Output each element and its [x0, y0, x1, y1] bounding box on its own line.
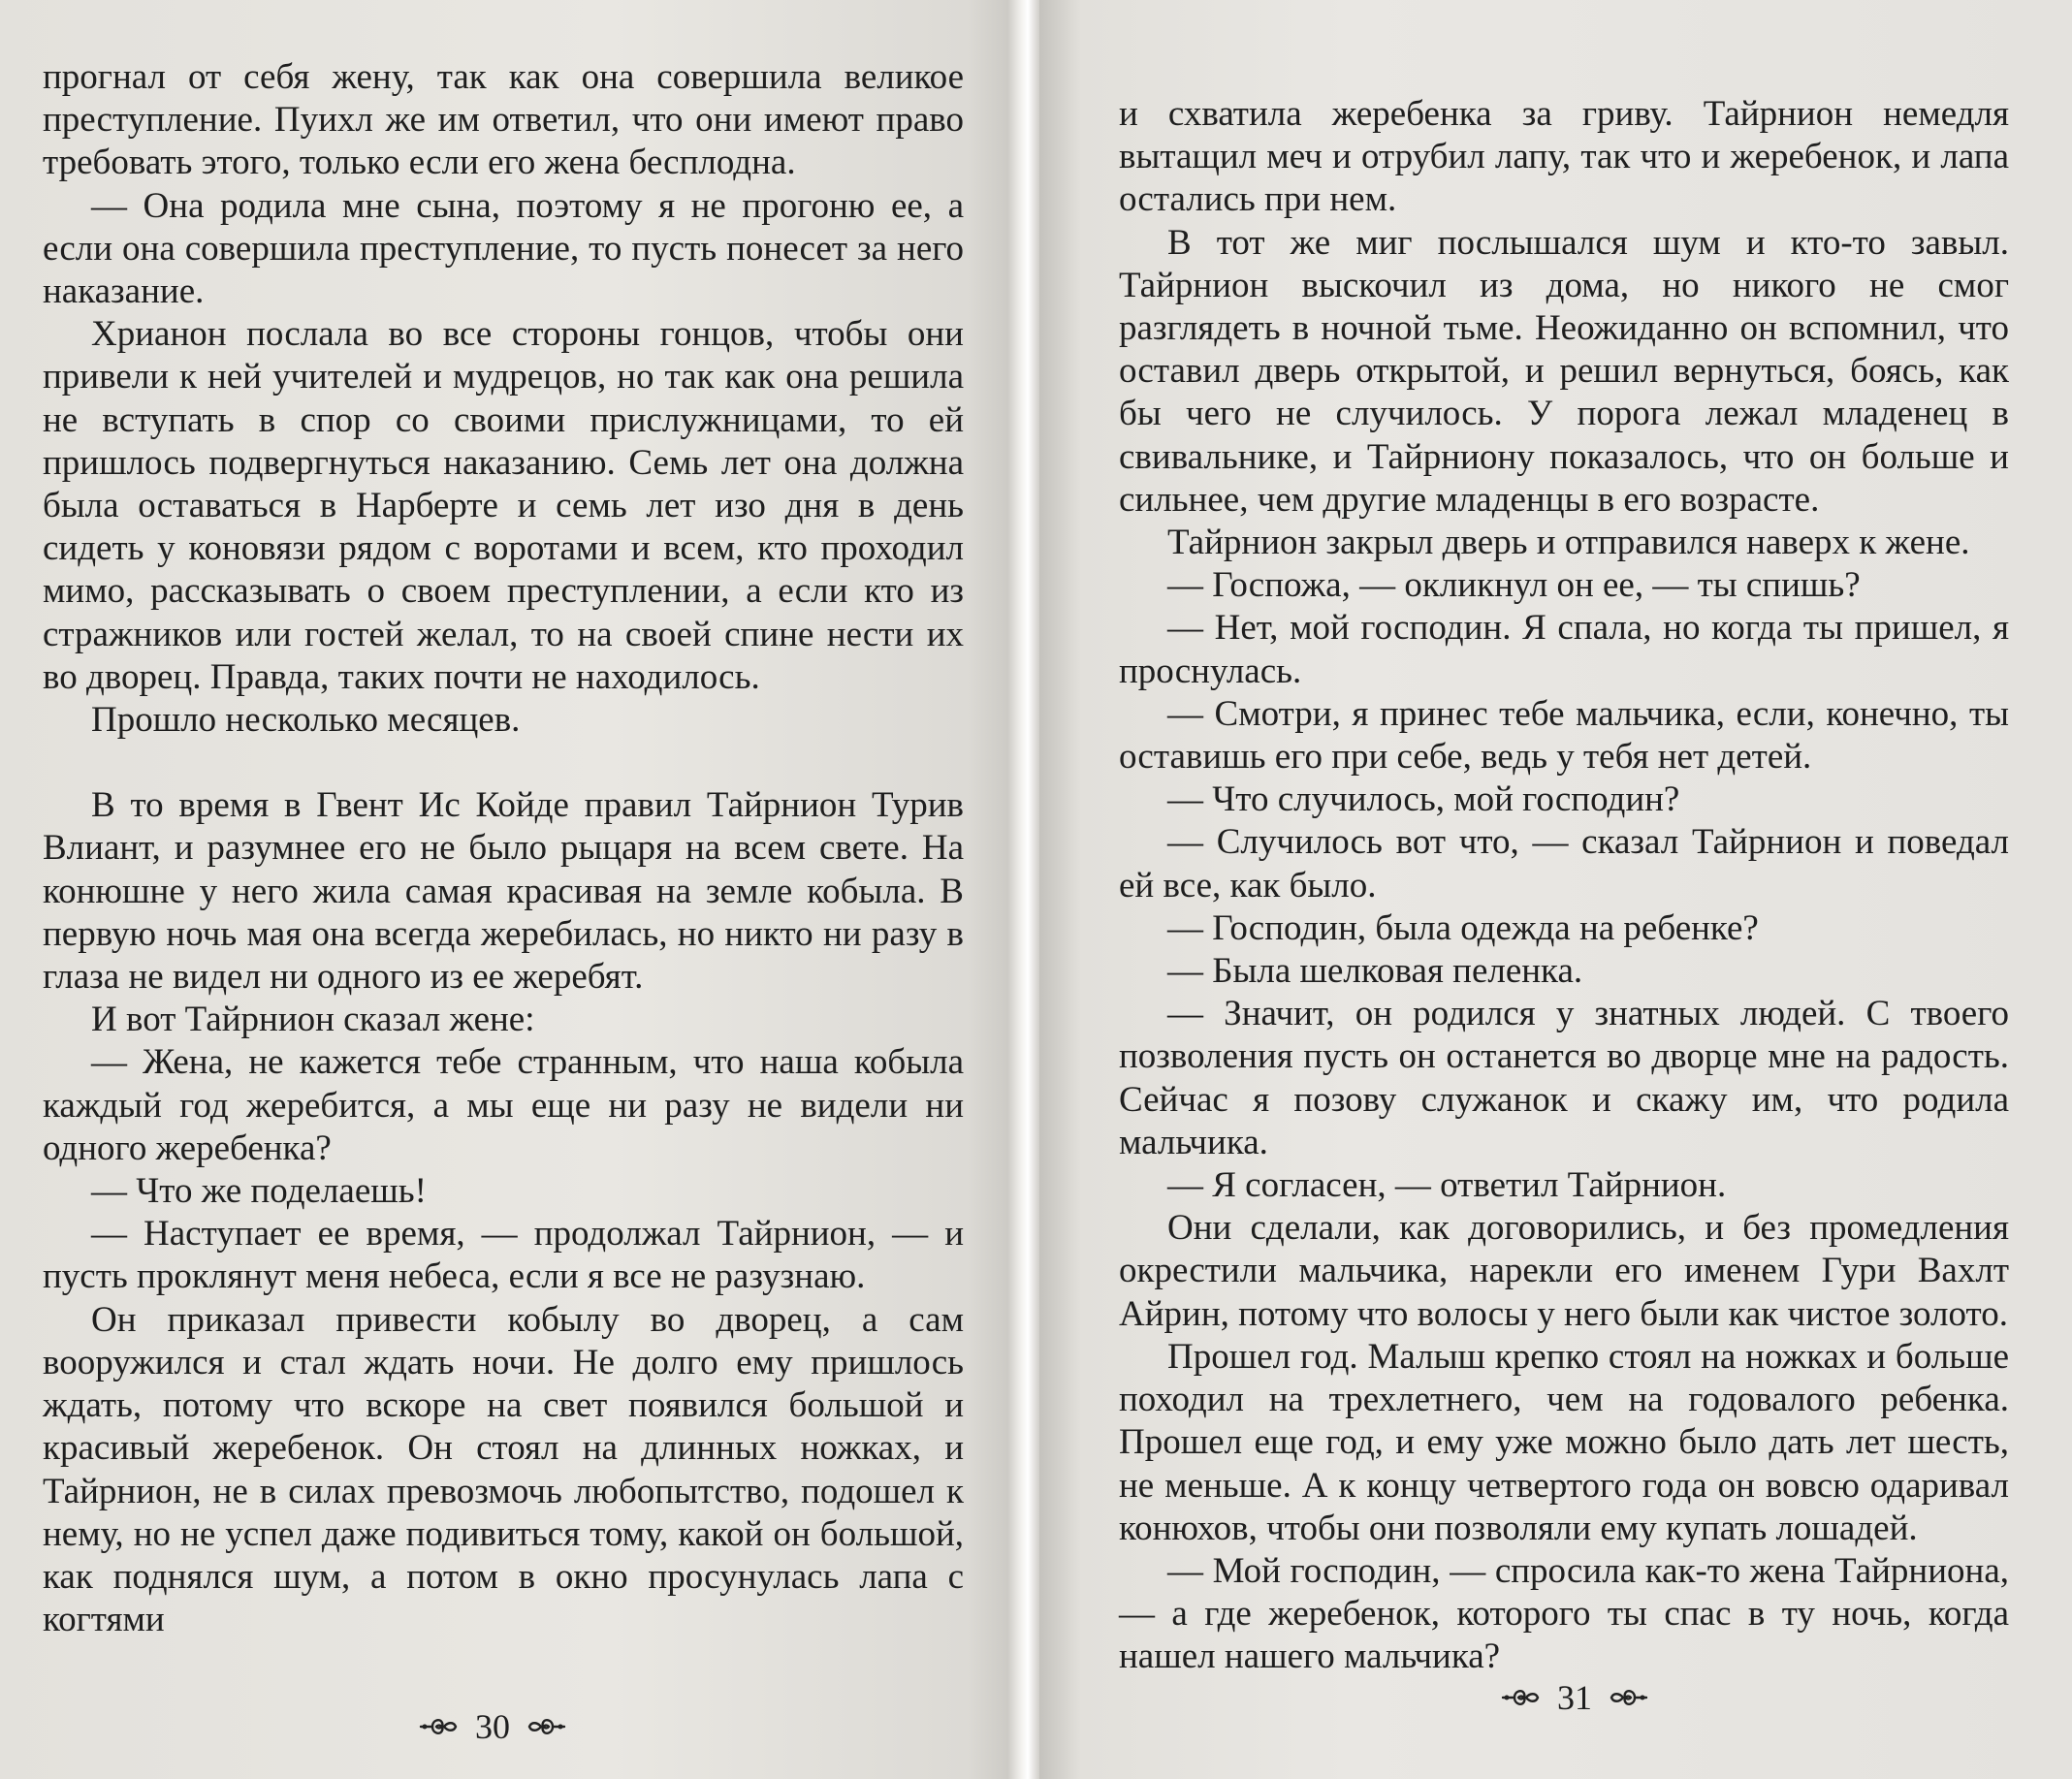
fleuron-icon: [1610, 1683, 1648, 1712]
paragraph: — Нет, мой господин. Я спала, но когда ты пришел, я проснулась.: [1119, 608, 2009, 691]
right-page: [1039, 0, 2072, 1779]
paragraph: — Наступает ее время, — продолжал Тайрнион, — и пусть проклянут меня небеса, если я все не разузнаю.: [43, 1214, 964, 1297]
paragraph: — Госпожа, — окликнул он ее, — ты спишь?: [1167, 565, 1861, 606]
paragraph: — Я согласен, — ответил Тайрнион.: [1167, 1165, 1727, 1206]
paragraph: — Случилось вот что, — сказал Тайрнион и поведал ей все, как было.: [1119, 822, 2009, 905]
fleuron-icon: [1501, 1683, 1540, 1712]
paragraph: Они сделали, как договорились, и без промедления окрестили мальчика, нарекли его именем Гури Вахлт Айрин, потому что волосы у него были как чистое золото.: [1119, 1208, 2009, 1334]
left-page-text: [43, 56, 964, 1641]
paragraph: Он приказал привести кобылу во дворец, а сам вооружился и стал ждать ночи. Не долго ему пришлось ждать, потому что вскоре на свет появился большой и красивый жеребенок. Он стоял на длинных ножках, и Тайрнион, не в силах превозмочь любопытство, подошел к нему, но не успел даже подивиться тому, какой он большой, как поднялся шум, а потом в окно просунулась лапа с когтями: [43, 1299, 964, 1640]
page-number: 30: [475, 1707, 510, 1746]
fleuron-icon: [419, 1712, 458, 1741]
right-page-text: [1119, 93, 2009, 1679]
paragraph: — Значит, он родился у знатных людей. С твоего позволения пусть он останется во дворце мне на радость. Сейчас я позову служанок и скажу им, что родила мальчика.: [1119, 994, 2009, 1162]
paragraph: — Что же поделаешь!: [91, 1171, 427, 1212]
paragraph: Тайрнион закрыл дверь и отправился наверх к жене.: [1167, 523, 1970, 563]
paragraph: В тот же миг послышался шум и кто-то завыл. Тайрнион выскочил из дома, но никого не смог разглядеть в ночной тьме. Неожиданно он вспомнил, что оставил дверь открытой, и решил вернуться, боясь, как бы чего не случилось. У порога лежал младенец в свивальнике, и Тайрниону показалось, что он больше и сильнее, чем другие младенцы в его возрасте.: [1119, 222, 2009, 520]
paragraph: В то время в Гвент Ис Койде правил Тайрнион Турив Влиант, и разумнее его не было рыцаря на всем свете. На конюшне у него жила самая красивая на земле кобыла. В первую ночь мая она всегда жеребилась, но никто ни разу в глаза не видел ни одного из ее жеребят.: [43, 785, 964, 998]
fleuron-icon: [527, 1712, 566, 1741]
paragraph: Хрианон послала во все стороны гонцов, чтобы они привели к ней учителей и мудрецов, но так как она решила не вступать в спор со своими прислужницами, то ей пришлось подвергнуться наказанию. Семь лет она должна была оставаться в Нарберте и семь лет изо дня в день сидеть у коновязи рядом с воротами и всем, кто проходил мимо, рассказывать о своем преступлении, а если кто из стражников или гостей желал, то на своей спине нести их во дворец. Правда, таких почти не находилось.: [43, 314, 964, 697]
paragraph: — Была шелковая пеленка.: [1167, 951, 1583, 992]
page-number-footer: [419, 1706, 566, 1747]
paragraph: прогнал от себя жену, так как она совершила великое преступление. Пуихл же им ответил, что они имеют право требовать этого, только если его жена бесплодна.: [43, 57, 964, 183]
paragraph: и схватила жеребенка за гриву. Тайрнион немедля вытащил меч и отрубил лапу, так что и жеребенок, и лапа остались при нем.: [1119, 94, 2009, 220]
paragraph: — Господин, была одежда на ребенке?: [1167, 907, 1759, 948]
paragraph: Прошло несколько месяцев.: [91, 700, 521, 741]
paragraph: И вот Тайрнион сказал жене:: [91, 1000, 535, 1040]
page-number: 31: [1557, 1678, 1592, 1717]
paragraph: — Жена, не кажется тебе странным, что наша кобыла каждый год жеребится, а мы еще ни разу не видели ни одного жеребенка?: [43, 1042, 964, 1168]
paragraph: — Она родила мне сына, поэтому я не прогоню ее, а если она совершила преступление, то пусть понесет за него наказание.: [43, 185, 964, 312]
paragraph: — Что случилось, мой господин?: [1167, 779, 1680, 820]
paragraph: — Смотри, я принес тебе мальчика, если, конечно, ты оставишь его при себе, ведь у тебя нет детей.: [1119, 693, 2009, 778]
left-page: [0, 0, 1018, 1779]
paragraph: Прошел год. Малыш крепко стоял на ножках и больше походил на трехлетнего, чем на годовалого ребенка. Прошел еще год, и ему уже можно было дать лет шесть, не меньше. А к концу четвертого года он вовсю одаривал конюхов, чтобы они позволяли ему купать лошадей.: [1119, 1336, 2009, 1548]
paragraph: — Мой господин, — спросила как-то жена Тайрниона, — а где жеребенок, которого ты спас в ту ночь, когда нашел нашего мальчика?: [1119, 1550, 2009, 1677]
page-number-footer: [1501, 1677, 1648, 1718]
